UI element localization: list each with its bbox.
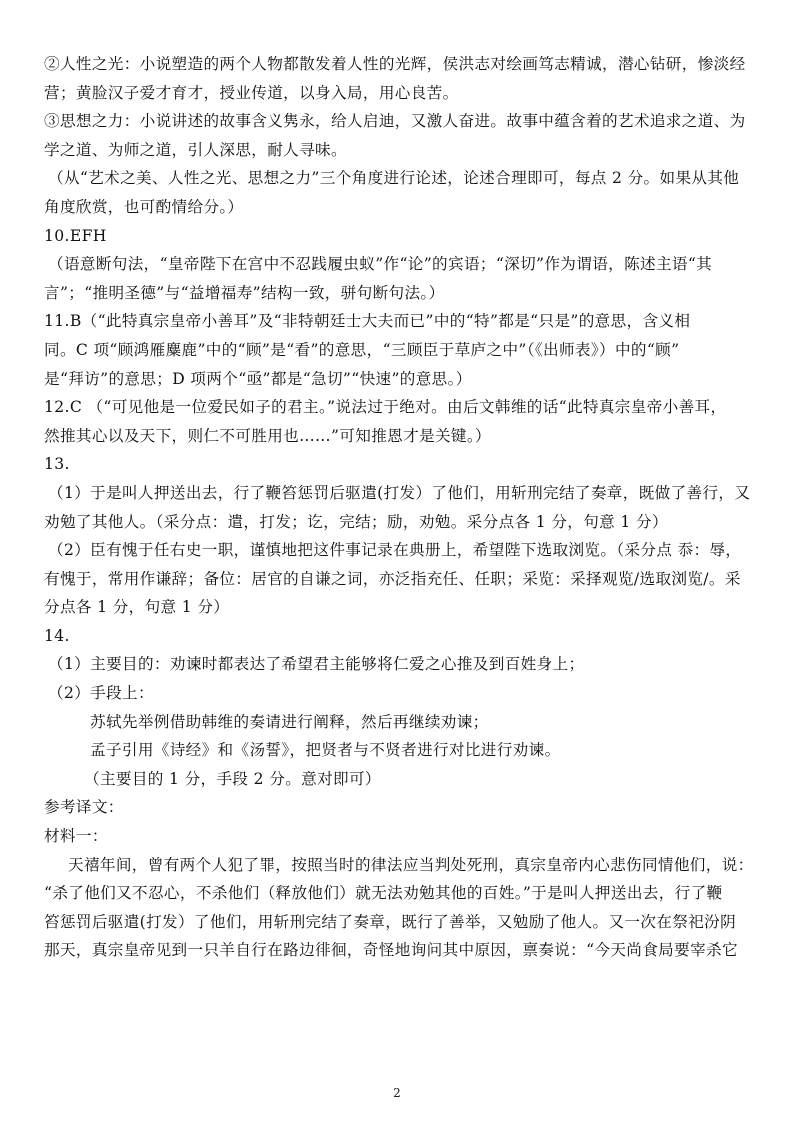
text-line: 那天，真宗皇帝见到一只羊自行在路边徘徊，奇怪地询问其中原因，禀奏说：“今天尚食局要宰杀它	[44, 941, 738, 960]
document-body	[44, 50, 756, 965]
text-line: （1）于是叫人押送出去，行了鞭笞惩罚后驱遣(打发）了他们，用斩刑完结了奏章，既做了善行，又	[48, 483, 751, 502]
text-line: （主要目的 1 分，手段 2 分。意对即可）	[84, 769, 381, 788]
text-line: 同。C 项“顾鸿雁麋鹿”中的“顾”是“看”的意思，“三顾臣于草庐之中”（《出师表》）中的“顾”	[44, 340, 680, 359]
text-line: （1）主要目的：劝谏时都表达了希望君主能够将仁爱之心推及到百姓身上；	[48, 655, 585, 674]
text-line: （语意断句法，“皇帝陛下在宫中不忍践履虫蚁”作“论”的宾语；“深切”作为谓语，陈述主语“其	[48, 255, 713, 274]
text-line: 角度欣赏，也可酌情给分。）	[44, 197, 244, 216]
text-line: 言”；“推明圣德”与“益增福寿”结构一致，骈句断句法。）	[44, 283, 445, 302]
text-line: 12.C （“可见他是一位爱民如子的君主。”说法过于绝对。由后文韩维的话“此特真宗皇帝小善耳，	[44, 398, 727, 417]
question-number: 10.EFH	[44, 226, 107, 245]
text-line: 孟子引用《诗经》和《汤誓》，把贤者与不贤者进行对比进行劝谏。	[90, 741, 561, 760]
text-line: ③思想之力：小说讲述的故事含义隽永，给人启迪，又激人奋进。故事中蕴含着的艺术追求之道、为	[44, 112, 746, 131]
text-line: “杀了他们又不忍心，不杀他们（释放他们）就无法劝勉其他的百姓。”于是叫人押送出去，行了鞭	[44, 884, 723, 903]
text-line: 是“拜访”的意思；D 项两个“亟”都是“急切”“快速”的意思。）	[44, 369, 472, 388]
question-number: 14.	[44, 626, 70, 645]
text-line: （从“艺术之美、人性之光、思想之力”三个角度进行论述，论述合理即可，每点 2 分。如果从其他	[48, 169, 740, 188]
text-line: （2）手段上：	[48, 684, 154, 703]
text-line: ②人性之光：小说塑造的两个人物都散发着人性的光辉，侯洪志对绘画笃志精诚，潜心钻研，惨淡经	[44, 55, 746, 73]
text-line: 劝勉了其他人。（采分点：遣，打发；讫，完结；励，劝勉。采分点各 1 分，句意 1 分）	[44, 512, 668, 531]
text-line: 天禧年间，曾有两个人犯了罪，按照当时的律法应当判处死刑，真宗皇帝内心悲伤同情他们，说：	[68, 855, 754, 874]
text-line: 有愧于，常用作谦辞；备位：居官的自谦之词，亦泛指充任、任职；采览：采择观览/选取浏览/。采	[44, 569, 741, 588]
text-line: 苏轼先举例借助韩维的奏请进行阐释，然后再继续劝谏；	[90, 712, 489, 731]
text-line: 然推其心以及天下，则仁不可胜用也……”可知推恩才是关键。）	[44, 426, 491, 445]
text-line: 营；黄脸汉子爱才育才，授业传道，以身入局，用心良苦。	[44, 83, 459, 102]
question-number: 13.	[44, 455, 70, 474]
text-line: （2）臣有愧于任右史一职，谨慎地把这件事记录在典册上，希望陛下选取浏览。（采分点 忝：辱，	[48, 541, 742, 560]
text-line: 学之道、为师之道，引人深思，耐人寻味。	[44, 140, 347, 159]
text-line: 11.B（“此特真宗皇帝小善耳”及“非特朝廷士大夫而已”中的“特”都是“只是”的意思，含义相	[44, 312, 691, 331]
text-line: 分点各 1 分，句意 1 分）	[44, 598, 230, 617]
page-number: 2	[393, 1086, 401, 1100]
section-heading: 材料一：	[44, 827, 108, 846]
text-line: 笞惩罚后驱遣(打发）了他们，用斩刑完结了奏章，既行了善举，又勉励了他人。又一次在祭祀汾阴	[44, 912, 737, 931]
section-heading: 参考译文：	[44, 798, 124, 817]
